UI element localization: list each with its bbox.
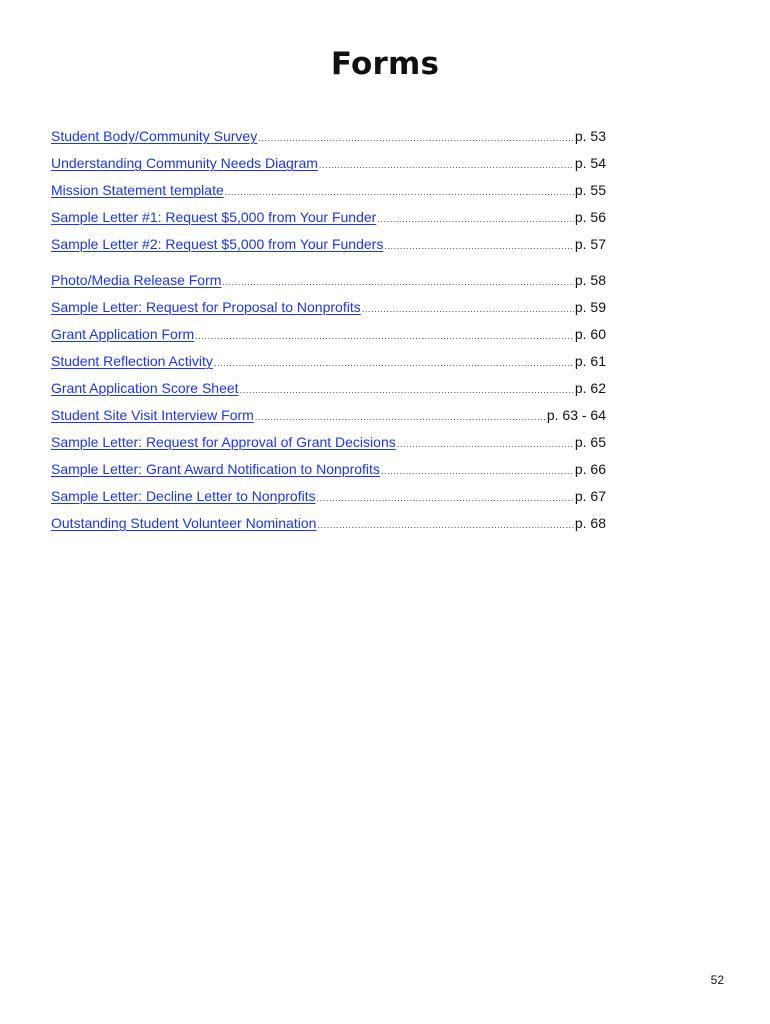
toc-entry-student-site-visit-interview-form [51, 404, 606, 431]
toc-entry-sample-letter-1 [51, 206, 606, 233]
toc-entry-grant-application-score-sheet [51, 377, 606, 404]
dot-leader [317, 487, 574, 509]
page-reference: p. 57 [574, 236, 606, 252]
link-outstanding-student-volunteer-nomination[interactable]: Outstanding Student Volunteer Nomination [51, 515, 317, 531]
toc-entry-outstanding-student-volunteer-nomination [51, 512, 606, 539]
page-reference: p. 54 [574, 155, 606, 171]
page-reference: p. 65 [574, 434, 606, 450]
link-grant-award-notification[interactable]: Sample Letter: Grant Award Notification to Nonprofits [51, 461, 380, 477]
dot-leader [214, 352, 574, 374]
dot-leader [377, 208, 574, 230]
link-photo-media-release-form[interactable]: Photo/Media Release Form [51, 272, 222, 288]
page-reference: p. 62 [574, 380, 606, 396]
dot-leader [397, 433, 574, 455]
toc-entry-request-for-approval [51, 431, 606, 458]
link-understanding-community-needs-diagram[interactable]: Understanding Community Needs Diagram [51, 155, 318, 171]
page-reference: p. 55 [574, 182, 606, 198]
dot-leader [317, 514, 573, 536]
page-reference: p. 61 [574, 353, 606, 369]
page-number: 52 [710, 973, 724, 987]
toc-entry-decline-letter [51, 485, 606, 512]
page-reference: p. 59 [574, 299, 606, 315]
page-reference: p. 53 [574, 128, 606, 144]
toc-entry-grant-application-form [51, 323, 606, 350]
page-reference: p. 58 [574, 272, 606, 288]
link-grant-application-form[interactable]: Grant Application Form [51, 326, 195, 342]
link-request-for-proposal[interactable]: Sample Letter: Request for Proposal to Nonprofits [51, 299, 361, 315]
page-reference: p. 68 [574, 515, 606, 531]
dot-leader [240, 379, 574, 401]
dot-leader [258, 127, 574, 149]
page-reference: p. 67 [574, 488, 606, 504]
dot-leader [319, 154, 574, 176]
dot-leader [222, 271, 573, 293]
dot-leader [255, 406, 546, 428]
link-request-for-approval[interactable]: Sample Letter: Request for Approval of Grant Decisions [51, 434, 396, 450]
link-student-body-community-survey[interactable]: Student Body/Community Survey [51, 128, 258, 144]
link-decline-letter[interactable]: Sample Letter: Decline Letter to Nonprofits [51, 488, 316, 504]
dot-leader [225, 181, 574, 203]
link-sample-letter-1[interactable]: Sample Letter #1: Request $5,000 from Your Funder [51, 209, 377, 225]
page-title: Forms [330, 46, 440, 82]
link-mission-statement-template[interactable]: Mission Statement template [51, 182, 224, 198]
toc-entry-student-reflection-activity [51, 350, 606, 377]
link-student-reflection-activity[interactable]: Student Reflection Activity [51, 353, 213, 369]
dot-leader [384, 235, 574, 257]
page-reference: p. 63 - 64 [546, 407, 606, 423]
forms-list [51, 125, 606, 539]
toc-entry-sample-letter-2 [51, 233, 606, 260]
toc-entry-mission-statement-template [51, 179, 606, 206]
dot-leader [195, 325, 574, 347]
link-grant-application-score-sheet[interactable]: Grant Application Score Sheet [51, 380, 239, 396]
link-sample-letter-2[interactable]: Sample Letter #2: Request $5,000 from Your Funders [51, 236, 384, 252]
toc-entry-request-for-proposal [51, 296, 606, 323]
page-reference: p. 56 [574, 209, 606, 225]
toc-entry-grant-award-notification [51, 458, 606, 485]
toc-entry-student-body-community-survey [51, 125, 606, 152]
page-reference: p. 60 [574, 326, 606, 342]
toc-entry-understanding-community-needs-diagram [51, 152, 606, 179]
dot-leader [362, 298, 574, 320]
link-student-site-visit-interview-form[interactable]: Student Site Visit Interview Form [51, 407, 254, 423]
toc-entry-photo-media-release-form [51, 269, 606, 296]
dot-leader [381, 460, 574, 482]
page-reference: p. 66 [574, 461, 606, 477]
